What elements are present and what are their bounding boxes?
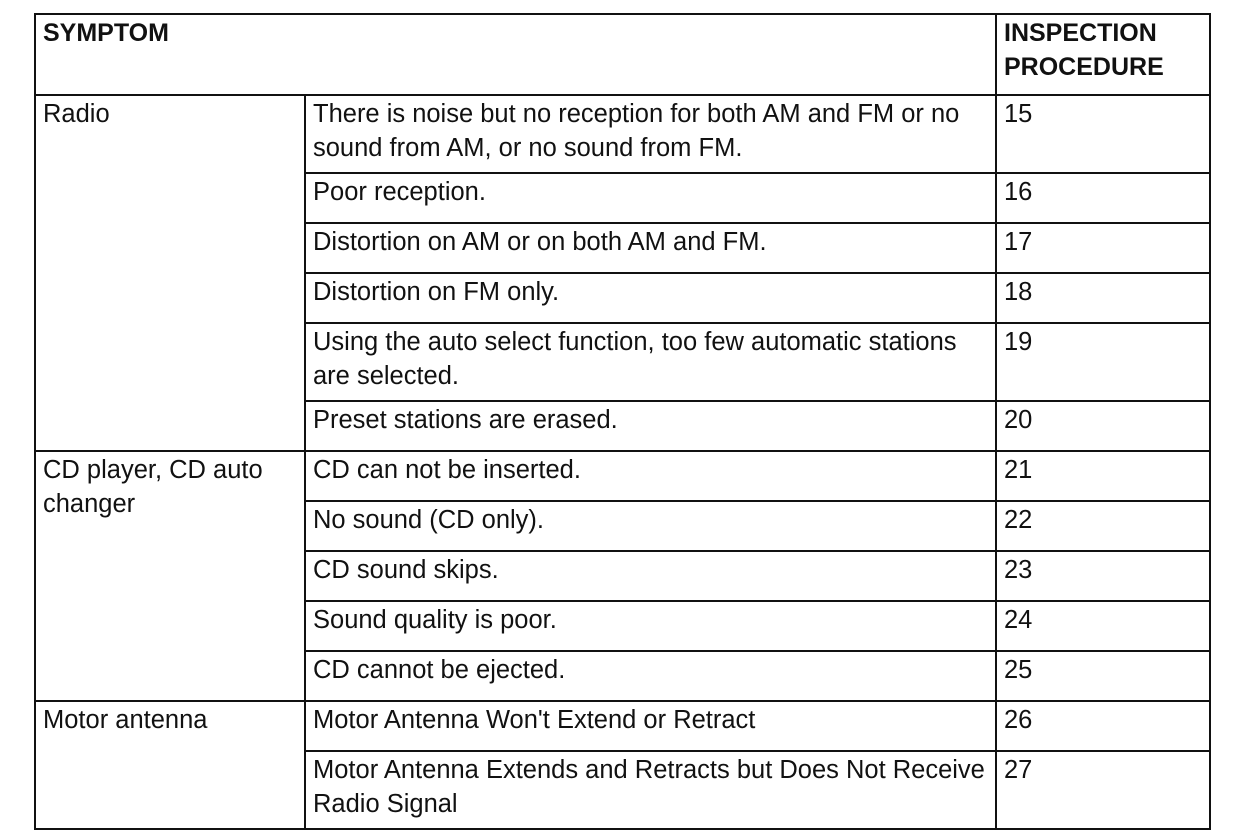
procedure-cell: 24 <box>996 601 1210 651</box>
procedure-cell: 17 <box>996 223 1210 273</box>
procedure-cell: 25 <box>996 651 1210 701</box>
header-inspection-procedure: INSPECTION PROCEDURE <box>996 14 1210 95</box>
symptom-cell: Preset stations are erased. <box>305 401 996 451</box>
header-row <box>35 14 1210 95</box>
procedure-cell: 27 <box>996 751 1210 829</box>
group-label-motor-antenna: Motor antenna <box>35 701 305 829</box>
symptom-cell: Distortion on FM only. <box>305 273 996 323</box>
group-label-radio: Radio <box>35 95 305 451</box>
procedure-cell: 22 <box>996 501 1210 551</box>
symptom-cell: Poor reception. <box>305 173 996 223</box>
procedure-cell: 20 <box>996 401 1210 451</box>
symptom-cell: CD can not be inserted. <box>305 451 996 501</box>
procedure-cell: 18 <box>996 273 1210 323</box>
group-label-cd: CD player, CD auto changer <box>35 451 305 701</box>
table-row <box>35 451 1210 501</box>
symptom-cell: Distortion on AM or on both AM and FM. <box>305 223 996 273</box>
procedure-cell: 26 <box>996 701 1210 751</box>
symptom-cell: No sound (CD only). <box>305 501 996 551</box>
table-row <box>35 95 1210 173</box>
symptom-cell: Motor Antenna Extends and Retracts but Does Not Receive Radio Signal <box>305 751 996 829</box>
procedure-cell: 21 <box>996 451 1210 501</box>
symptom-cell: There is noise but no reception for both AM and FM or no sound from AM, or no sound from FM. <box>305 95 996 173</box>
symptom-cell: CD cannot be ejected. <box>305 651 996 701</box>
procedure-cell: 15 <box>996 95 1210 173</box>
procedure-cell: 16 <box>996 173 1210 223</box>
symptom-table <box>34 13 1211 830</box>
header-symptom: SYMPTOM <box>35 14 996 95</box>
symptom-cell: Sound quality is poor. <box>305 601 996 651</box>
table-row <box>35 701 1210 751</box>
procedure-cell: 19 <box>996 323 1210 401</box>
symptom-cell: Using the auto select function, too few automatic stations are selected. <box>305 323 996 401</box>
procedure-cell: 23 <box>996 551 1210 601</box>
symptom-cell: CD sound skips. <box>305 551 996 601</box>
symptom-cell: Motor Antenna Won't Extend or Retract <box>305 701 996 751</box>
